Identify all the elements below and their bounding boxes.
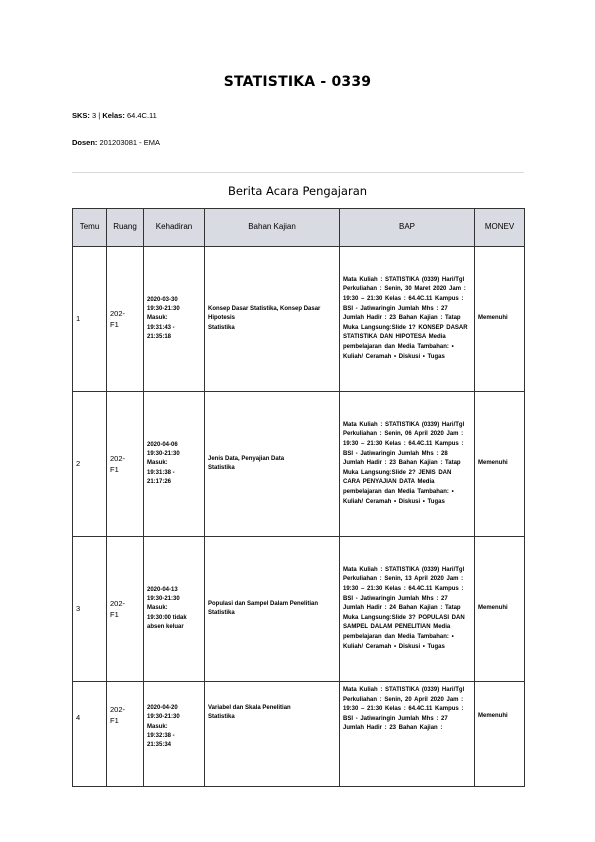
cell-bap: Mata Kuliah : STATISTIKA (0339) Hari/Tgl Perkuliahan : Senin, 06 April 2020 Jam : 19:30 – 21:30 Kelas : 64.4C.11 Kampus : BSI - Jatiwaringin Jumlah Mhs : 28 Jumlah Hadir : 23 Bahan Kajian : Tatap Muka Langsung:Slide 2? JENIS DAN CARA PENYAJIAN DATA Media pembelajaran dan Media Tambahan: • Kuliah/ Ceramah • Diskusi • Tugas	[340, 392, 475, 537]
col-header-temu: Temu	[73, 209, 107, 247]
table-row	[73, 537, 525, 682]
cell-temu: 2	[73, 392, 107, 537]
cell-monev: Memenuhi	[475, 537, 525, 682]
cell-ruang: 202- F1	[107, 537, 144, 682]
meta-separator: |	[98, 111, 101, 120]
cell-monev: Memenuhi	[475, 247, 525, 392]
kelas-label: Kelas:	[102, 111, 125, 120]
table-row	[73, 682, 525, 787]
cell-bap: Mata Kuliah : STATISTIKA (0339) Hari/Tgl Perkuliahan : Senin, 13 April 2020 Jam : 19:30 – 21:30 Kelas : 64.4C.11 Kampus : BSI - Jatiwaringin Jumlah Mhs : 27 Jumlah Hadir : 24 Bahan Kajian : Tatap Muka Langsung:Slide 3? POPULASI DAN SAMPEL DALAM PENELITIAN Media pembelajaran dan Media Tambahan: • Kuliah/ Ceramah • Diskusi • Tugas	[340, 537, 475, 682]
dosen-label: Dosen:	[72, 138, 98, 147]
cell-bahan-kajian: Populasi dan Sampel Dalam Penelitian Statistika	[205, 537, 340, 682]
col-header-bap: BAP	[340, 209, 475, 247]
cell-kehadiran: 2020-04-06 19:30-21:30 Masuk: 19:31:38 - 21:17:26	[144, 392, 205, 537]
page-title: STATISTIKA - 0339	[223, 74, 372, 90]
cell-ruang: 202- F1	[107, 392, 144, 537]
sks-label: SKS:	[72, 111, 90, 120]
cell-bahan-kajian: Variabel dan Skala Penelitian Statistika	[205, 682, 340, 787]
table-row	[73, 247, 525, 392]
section-title: Berita Acara Pengajaran	[227, 184, 368, 198]
table-header-row	[73, 209, 525, 247]
cell-kehadiran: 2020-03-30 19:30-21:30 Masuk: 19:31:43 - 21:35:18	[144, 247, 205, 392]
cell-ruang: 202- F1	[107, 682, 144, 787]
cell-bahan-kajian: Konsep Dasar Statistika, Konsep Dasar Hipotesis Statistika	[205, 247, 340, 392]
sks-value: 3	[92, 111, 97, 120]
col-header-monev: MONEV	[475, 209, 525, 247]
cell-bahan-kajian: Jenis Data, Penyajian Data Statistika	[205, 392, 340, 537]
dosen-value: 201203081 - EMA	[99, 138, 160, 147]
header-divider	[72, 172, 524, 173]
cell-monev: Memenuhi	[475, 392, 525, 537]
cell-bap: Mata Kuliah : STATISTIKA (0339) Hari/Tgl Perkuliahan : Senin, 30 Maret 2020 Jam : 19:30 – 21:30 Kelas : 64.4C.11 Kampus : BSI - Jatiwaringin Jumlah Mhs : 27 Jumlah Hadir : 23 Bahan Kajian : Tatap Muka Langsung:Slide 1? KONSEP DASAR STATISTIKA DAN HIPOTESA Media pembelajaran dan Media Tambahan: • Kuliah/ Ceramah • Diskusi • Tugas	[340, 247, 475, 392]
cell-bap: Mata Kuliah : STATISTIKA (0339) Hari/Tgl Perkuliahan : Senin, 20 April 2020 Jam : 19:30 – 21:30 Kelas : 64.4C.11 Kampus : BSI - Jatiwaringin Jumlah Mhs : 27 Jumlah Hadir : 23 Bahan Kajian :	[340, 682, 475, 787]
kelas-value: 64.4C.11	[126, 111, 157, 120]
col-header-kehadiran: Kehadiran	[144, 209, 205, 247]
table-row	[73, 392, 525, 537]
cell-temu: 1	[73, 247, 107, 392]
cell-temu: 4	[73, 682, 107, 787]
cell-temu: 3	[73, 537, 107, 682]
course-meta-line	[72, 111, 157, 120]
cell-kehadiran: 2020-04-20 19:30-21:30 Masuk: 19:32:38 - 21:35:34	[144, 682, 205, 787]
col-header-ruang: Ruang	[107, 209, 144, 247]
teaching-report-table	[72, 208, 525, 787]
cell-kehadiran: 2020-04-13 19:30-21:30 Masuk: 19:30:00 tidak absen keluar	[144, 537, 205, 682]
cell-monev: Memenuhi	[475, 682, 525, 787]
cell-ruang: 202- F1	[107, 247, 144, 392]
lecturer-line	[72, 138, 160, 147]
col-header-bahan-kajian: Bahan Kajian	[205, 209, 340, 247]
